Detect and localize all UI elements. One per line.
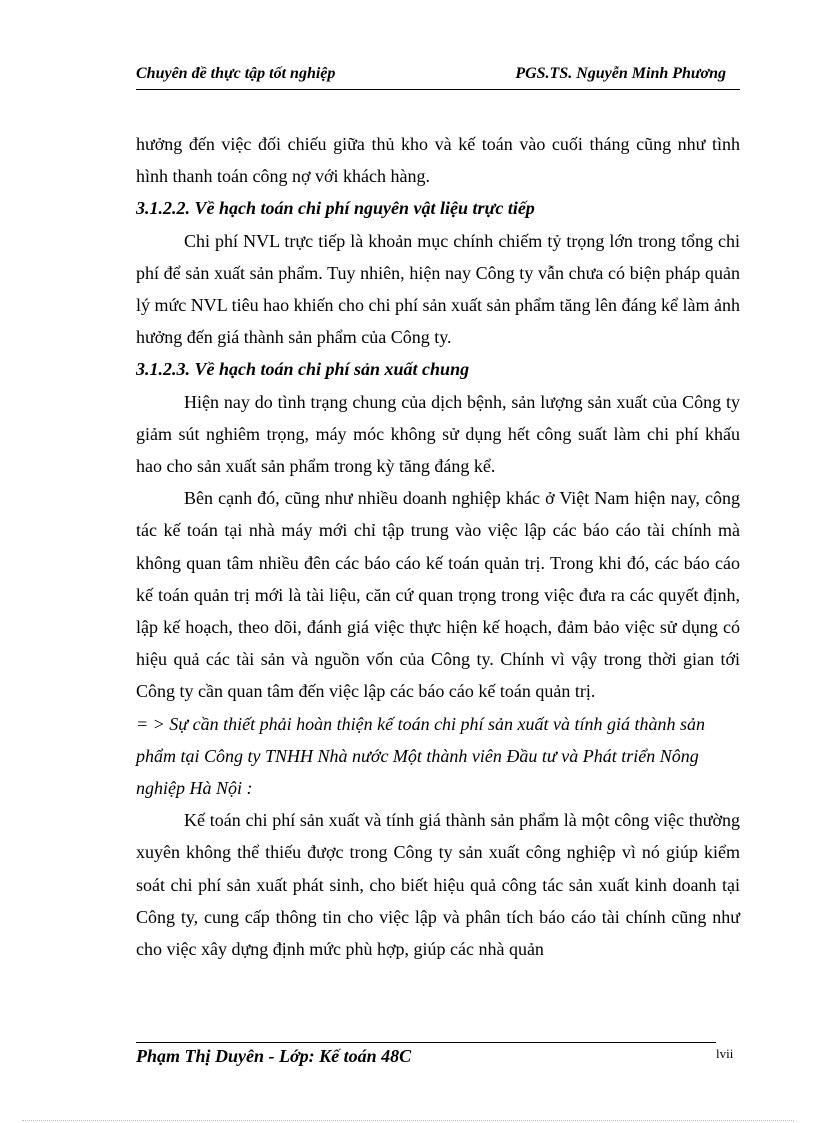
paragraph-cost-accounting: Kế toán chi phí sản xuất và tính giá thành sản phẩm là một công việc thường xuyên không thể thiếu được trong Công ty sản xuất công nghiệp vì nó giúp kiểm soát chi phí sản xuất phát sinh, cho biết hiệu quả công tác sản xuất kinh doanh tại Công ty, cung cấp thông tin cho việc lập và phân tích báo cáo tài chính cũng như cho việc xây dựng định mức phù hợp, giúp các nhà quản: [136, 810, 740, 960]
paragraph-overhead: Hiện nay do tình trạng chung của dịch bệnh, sản lượng sản xuất của Công ty giảm sút nghiêm trọng, máy móc không sử dụng hết công suất làm chi phí khấu hao cho sản xuất sản phẩm trong kỳ tăng đáng kể.: [136, 391, 740, 477]
section-heading-overhead: 3.1.2.3. Về hạch toán chi phí sản xuất chung: [136, 359, 470, 380]
footer-divider: [136, 1042, 716, 1043]
page-body: [136, 128, 740, 965]
paragraph-direct-materials: Chi phí NVL trực tiếp là khoản mục chính chiếm tỷ trọng lớn trong tổng chi phí để sản xuất sản phẩm. Tuy nhiên, hiện nay Công ty vẫn chưa có biện pháp quản lý mức NVL tiêu hao khiến cho chi phí sản xuất sản phẩm tăng lên đáng kể làm ảnh hưởng đến giá thành sản phẩm của Công ty.: [136, 230, 740, 348]
section-heading-direct-materials: 3.1.2.2. Về hạch toán chi phí nguyên vật liệu trực tiếp: [136, 198, 535, 219]
paragraph-management-accounting: Bên cạnh đó, cũng như nhiều doanh nghiệp khác ở Việt Nam hiện nay, công tác kế toán tại nhà máy mới chỉ tập trung vào việc lập các báo cáo tài chính mà không quan tâm nhiều đên các báo cáo kế toán quản trị. Trong khi đó, các báo cáo kế toán quản trị mới là tài liệu, căn cứ quan trọng trong việc đưa ra các quyết định, lập kế hoạch, theo dõi, đánh giá việc thực hiện kế hoạch, đảm bảo việc sử dụng có hiệu quả các tài sản và nguồn vốn của Công ty. Chính vì vậy trong thời gian tới Công ty cần quan tâm đến việc lập các báo cáo kế toán quản trị.: [136, 488, 740, 702]
conclusion-statement: = > Sự cần thiết phải hoàn thiện kế toán chi phí sản xuất và tính giá thành sản phẩm tại Công ty TNHH Nhà nước Một thành viên Đầu tư và Phát triển Nông nghiệp Hà Nội :: [136, 713, 706, 799]
header-supervisor: PGS.TS. Nguyễn Minh Phương: [515, 65, 726, 82]
header-divider: [136, 89, 740, 90]
page-bottom-border: [22, 1120, 794, 1121]
footer-author: Phạm Thị Duyên - Lớp: Kế toán 48C: [136, 1046, 412, 1066]
paragraph-intro: hưởng đến việc đối chiếu giữa thủ kho và kế toán vào cuối tháng cũng như tình hình thanh toán công nợ với khách hàng.: [136, 134, 740, 187]
page-header: [136, 62, 740, 88]
page-number: lvii: [716, 1046, 734, 1061]
header-document-type: Chuyên đề thực tập tốt nghiệp: [136, 65, 336, 82]
